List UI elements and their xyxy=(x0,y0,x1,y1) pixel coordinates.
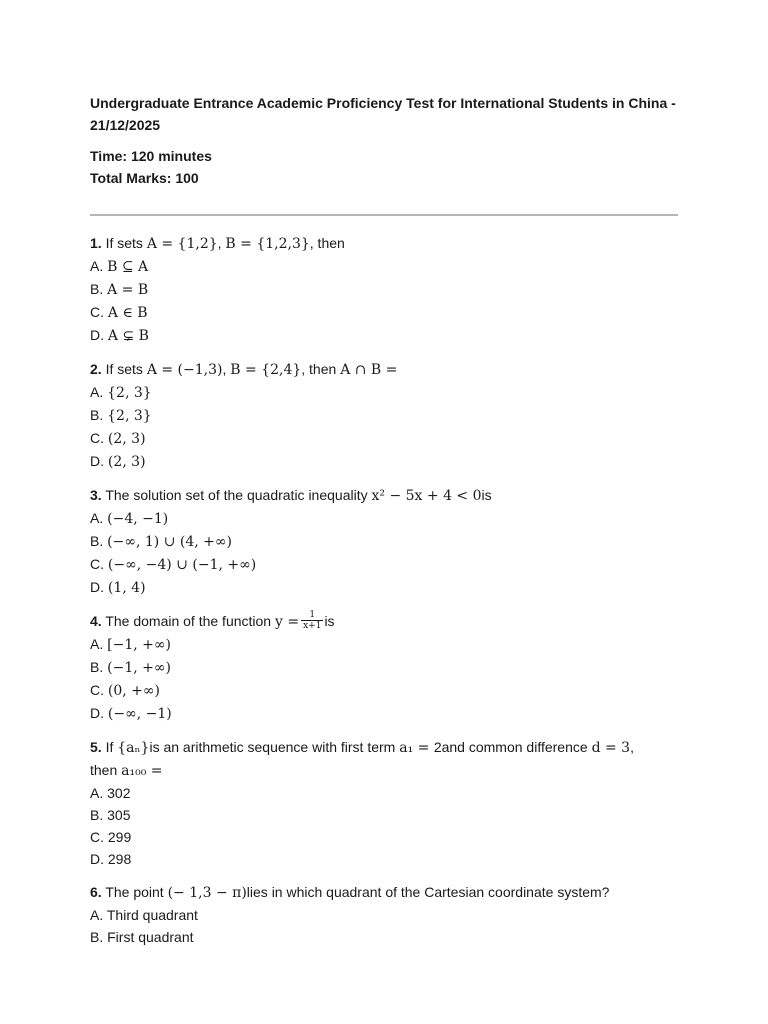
option-text: {2‚ 3} xyxy=(107,385,152,401)
math-expression: d = 3 xyxy=(591,740,631,756)
math-expression: A ∩ B = xyxy=(340,362,398,378)
option-text: (1‚ 4) xyxy=(107,580,146,596)
math-expression: A = (−1,3) xyxy=(146,362,223,378)
option-label: D. xyxy=(90,705,108,721)
answer-option xyxy=(90,679,690,702)
stem-text: The domain of the function xyxy=(101,613,275,629)
option-label: D. xyxy=(90,327,108,343)
answer-option xyxy=(90,324,690,347)
option-text: 298 xyxy=(107,851,132,867)
question-2 xyxy=(90,358,690,473)
stem-text: The point xyxy=(101,884,168,900)
option-label: A. xyxy=(90,907,107,923)
question-stem xyxy=(90,232,690,255)
fraction xyxy=(301,610,323,631)
fraction-denominator: x+1 xyxy=(303,620,322,631)
option-text: (−4, −1) xyxy=(107,511,169,527)
option-label: C. xyxy=(90,682,108,698)
question-5 xyxy=(90,736,690,870)
answer-option xyxy=(90,702,690,725)
answer-option xyxy=(90,904,690,926)
math-expression: B = {2,4} xyxy=(230,362,302,378)
answer-option xyxy=(90,633,690,656)
option-text: (−∞, −1) xyxy=(107,706,172,722)
math-expression: {aₙ} xyxy=(117,740,150,756)
option-label: A. xyxy=(90,258,108,274)
option-label: B. xyxy=(90,281,108,297)
option-text: (−∞, 1) ∪ (4, +∞) xyxy=(107,534,233,550)
answer-option xyxy=(90,278,690,301)
exam-meta xyxy=(90,145,690,189)
question-number: 6. xyxy=(90,884,102,900)
question-number: 4. xyxy=(90,613,102,629)
option-label: C. xyxy=(90,556,108,572)
question-stem-continued xyxy=(90,759,690,782)
option-text: [−1, +∞) xyxy=(107,637,171,653)
question-number: 5. xyxy=(90,739,102,755)
answer-option xyxy=(90,427,690,450)
option-text: (−∞, −4) ∪ (−1, +∞) xyxy=(107,557,257,573)
question-stem xyxy=(90,484,690,507)
option-label: B. xyxy=(90,659,108,675)
stem-text: then xyxy=(90,762,122,778)
stem-text: , xyxy=(217,235,226,251)
answer-option xyxy=(90,381,690,404)
option-label: B. xyxy=(90,533,108,549)
option-label: A. xyxy=(90,785,108,801)
answer-option xyxy=(90,576,690,599)
exam-total-marks: Total Marks: 100 xyxy=(90,170,199,186)
stem-text: lies in which quadrant of the Cartesian coordinate system? xyxy=(246,884,610,900)
option-label: B. xyxy=(90,407,108,423)
answer-option xyxy=(90,826,690,848)
option-text: A ∈ B xyxy=(107,305,148,321)
stem-text: , then xyxy=(309,235,345,251)
question-1 xyxy=(90,232,690,347)
option-label: C. xyxy=(90,430,108,446)
option-label: B. xyxy=(90,807,108,823)
question-list xyxy=(90,232,690,959)
math-expression: a₁ = xyxy=(399,740,434,756)
answer-option xyxy=(90,450,690,473)
exam-time: Time: 120 minutes xyxy=(90,148,212,164)
math-expression: B = {1,2,3} xyxy=(225,236,310,252)
exam-header xyxy=(90,92,690,189)
option-label: D. xyxy=(90,453,108,469)
question-3 xyxy=(90,484,690,599)
answer-option xyxy=(90,782,690,804)
question-4 xyxy=(90,610,690,725)
answer-option xyxy=(90,926,690,948)
header-divider xyxy=(90,214,678,216)
option-label: D. xyxy=(90,579,108,595)
answer-option xyxy=(90,301,690,324)
answer-option xyxy=(90,656,690,679)
question-stem xyxy=(90,358,690,381)
option-text: {2‚ 3} xyxy=(107,408,152,424)
option-text: 302 xyxy=(107,785,131,801)
answer-option xyxy=(90,848,690,870)
option-label: A. xyxy=(90,384,108,400)
answer-option xyxy=(90,530,690,553)
question-number: 3. xyxy=(90,487,102,503)
option-label: C. xyxy=(90,829,108,845)
stem-text: , then xyxy=(301,361,341,377)
option-text: B ⊆ A xyxy=(107,259,149,275)
answer-option xyxy=(90,507,690,530)
question-stem xyxy=(90,610,690,633)
option-label: C. xyxy=(90,304,108,320)
math-expression: y = xyxy=(275,614,300,630)
question-6 xyxy=(90,881,690,948)
stem-text: is xyxy=(481,487,492,503)
stem-text: , xyxy=(222,361,231,377)
question-stem xyxy=(90,736,690,759)
stem-text: , xyxy=(630,739,634,755)
option-text: 299 xyxy=(107,829,132,845)
stem-text: 2and common difference xyxy=(433,739,592,755)
option-text: Third quadrant xyxy=(106,907,198,923)
stem-text: If sets xyxy=(101,235,147,251)
question-stem xyxy=(90,881,690,904)
answer-option xyxy=(90,255,690,278)
option-text: 305 xyxy=(107,807,131,823)
option-text: (0, +∞) xyxy=(107,683,161,699)
exam-title: Undergraduate Entrance Academic Proficiency Test for International Students in China - 21/12/2025 xyxy=(90,95,676,133)
option-text: First quadrant xyxy=(107,929,194,945)
option-text: A = B xyxy=(107,282,149,298)
answer-option xyxy=(90,553,690,576)
answer-option xyxy=(90,404,690,427)
answer-option xyxy=(90,804,690,826)
stem-text: is an arithmetic sequence with first term xyxy=(149,739,400,755)
option-label: A. xyxy=(90,510,108,526)
option-text: A ⊊ B xyxy=(107,328,149,344)
option-label: B. xyxy=(90,929,108,945)
stem-text: The solution set of the quadratic inequality xyxy=(101,487,372,503)
math-expression: x² − 5x + 4 < 0 xyxy=(371,488,482,504)
fraction-numerator: 1 xyxy=(301,610,323,621)
stem-text: If sets xyxy=(101,361,147,377)
option-text: (2‚ 3) xyxy=(107,454,146,470)
math-expression: (− 1,3 − π) xyxy=(167,885,247,901)
question-number: 1. xyxy=(90,235,102,251)
option-label: D. xyxy=(90,851,108,867)
question-number: 2. xyxy=(90,361,102,377)
math-expression: A = {1,2} xyxy=(146,236,218,252)
math-expression: a₁₀₀ = xyxy=(121,763,163,779)
option-text: (2‚ 3) xyxy=(107,431,146,447)
stem-text: is xyxy=(324,613,335,629)
option-text: (−1, +∞) xyxy=(107,660,171,676)
stem-text: If xyxy=(101,739,118,755)
option-label: A. xyxy=(90,636,108,652)
